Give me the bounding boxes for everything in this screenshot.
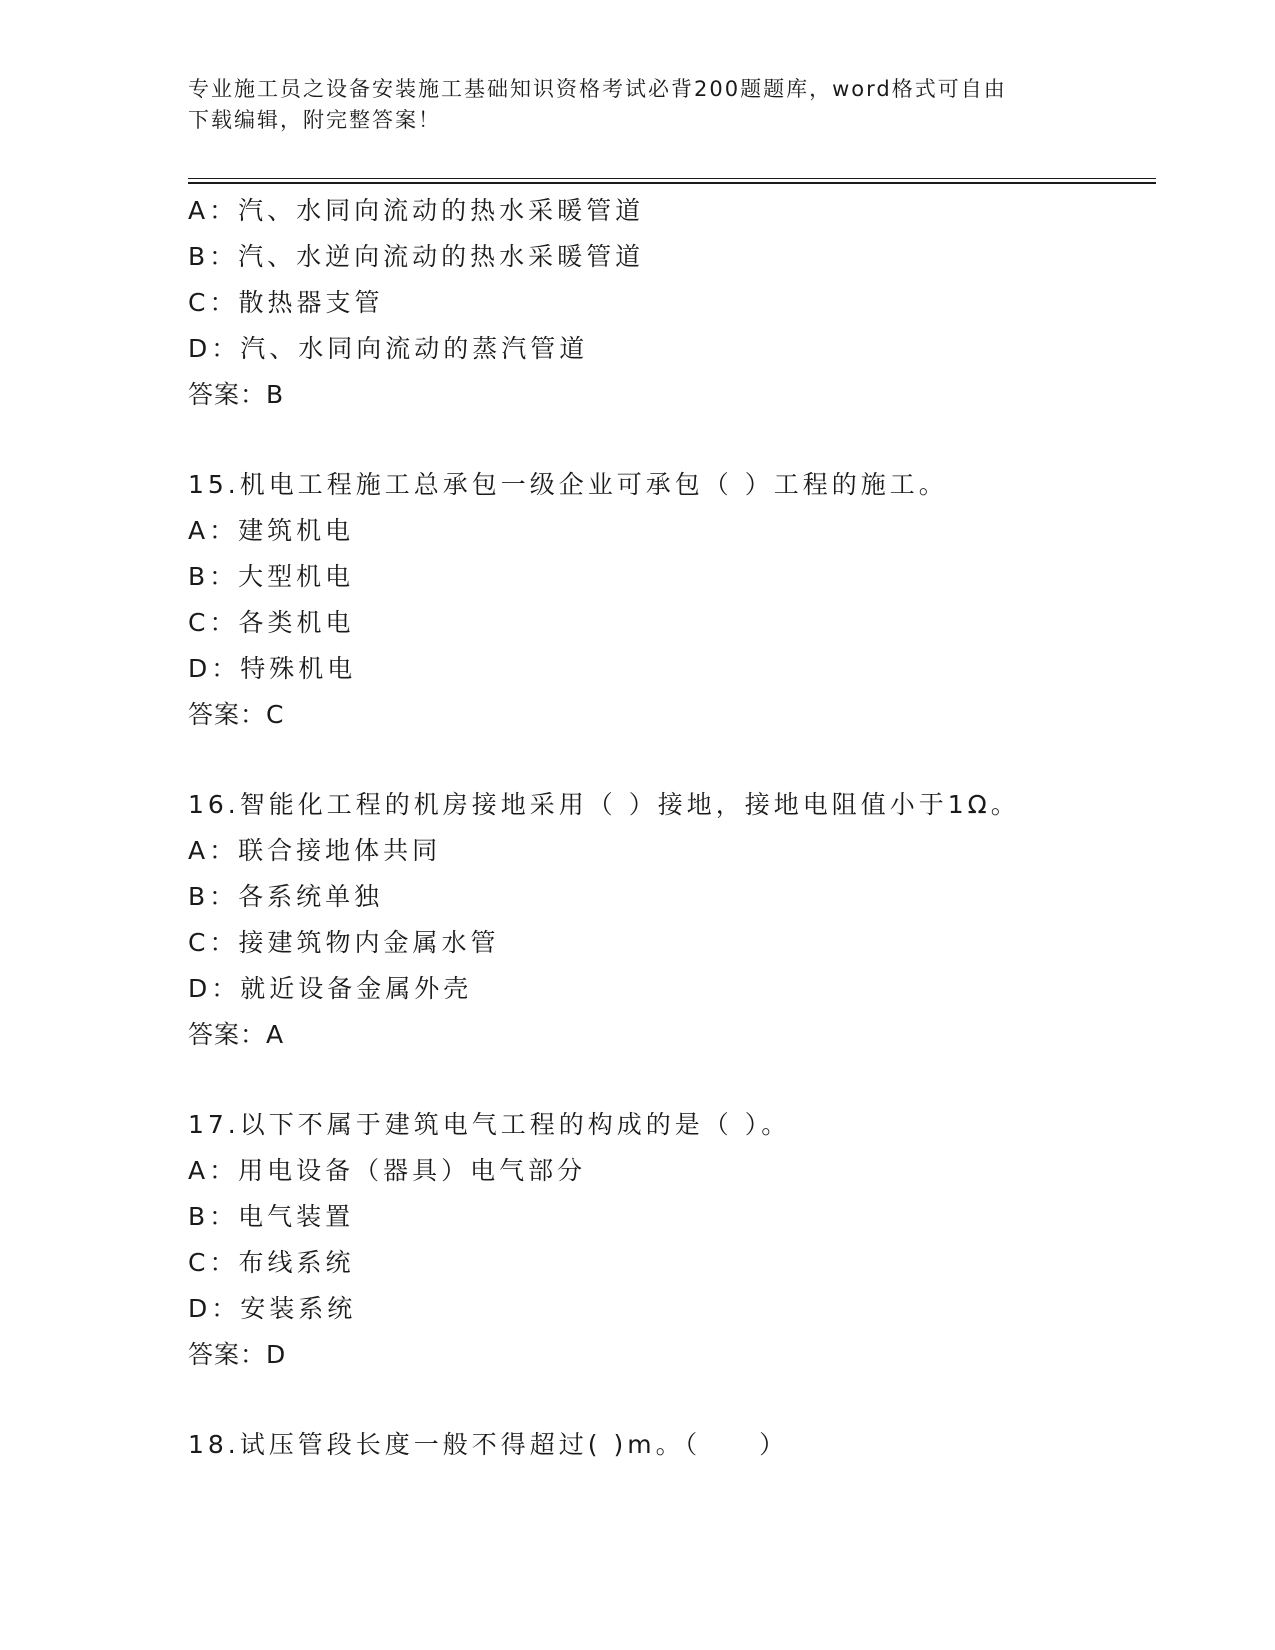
question-17 <box>188 1102 1156 1378</box>
question-text: 16.智能化工程的机房接地采用（ ）接地，接地电阻值小于1Ω。 <box>188 790 1020 819</box>
question-text: 17.以下不属于建筑电气工程的构成的是（ ）。 <box>188 1110 791 1139</box>
question-15 <box>188 462 1156 738</box>
question-18 <box>188 1422 1156 1468</box>
option-a: A：建筑机电 <box>188 516 355 545</box>
option-b: B：电气装置 <box>188 1202 355 1231</box>
option-b: B：汽、水逆向流动的热水采暖管道 <box>188 242 645 271</box>
question-14 <box>188 188 1156 418</box>
answer: 答案：C <box>188 700 285 729</box>
option-a: A：用电设备（器具）电气部分 <box>188 1156 587 1185</box>
option-a: A：汽、水同向流动的热水采暖管道 <box>188 196 645 225</box>
option-a: A：联合接地体共同 <box>188 836 442 865</box>
option-b: B：大型机电 <box>188 562 355 591</box>
option-c: C：接建筑物内金属水管 <box>188 928 500 957</box>
document-header <box>188 74 1068 136</box>
answer: 答案：D <box>188 1340 287 1369</box>
header-divider-thick <box>188 182 1156 184</box>
header-divider-thin <box>188 178 1156 179</box>
spacer <box>188 418 1156 462</box>
question-16 <box>188 782 1156 1058</box>
option-d: D：特殊机电 <box>188 654 357 683</box>
question-text: 15.机电工程施工总承包一级企业可承包（ ）工程的施工。 <box>188 470 948 499</box>
header-line-1: 专业施工员之设备安装施工基础知识资格考试必背200题题库，word格式可自由 <box>188 77 1007 101</box>
option-c: C：各类机电 <box>188 608 355 637</box>
header-line-2: 下载编辑，附完整答案！ <box>188 108 441 132</box>
option-b: B：各系统单独 <box>188 882 384 911</box>
answer: 答案：B <box>188 380 285 409</box>
spacer <box>188 738 1156 782</box>
spacer <box>188 1378 1156 1422</box>
option-c: C：散热器支管 <box>188 288 384 317</box>
option-d: D：安装系统 <box>188 1294 357 1323</box>
option-c: C：布线系统 <box>188 1248 355 1277</box>
spacer <box>188 1058 1156 1102</box>
question-list <box>188 188 1156 1468</box>
option-d: D：就近设备金属外壳 <box>188 974 473 1003</box>
answer: 答案：A <box>188 1020 285 1049</box>
question-text: 18.试压管段长度一般不得超过( )m。（ ） <box>188 1430 789 1459</box>
option-d: D：汽、水同向流动的蒸汽管道 <box>188 334 589 363</box>
